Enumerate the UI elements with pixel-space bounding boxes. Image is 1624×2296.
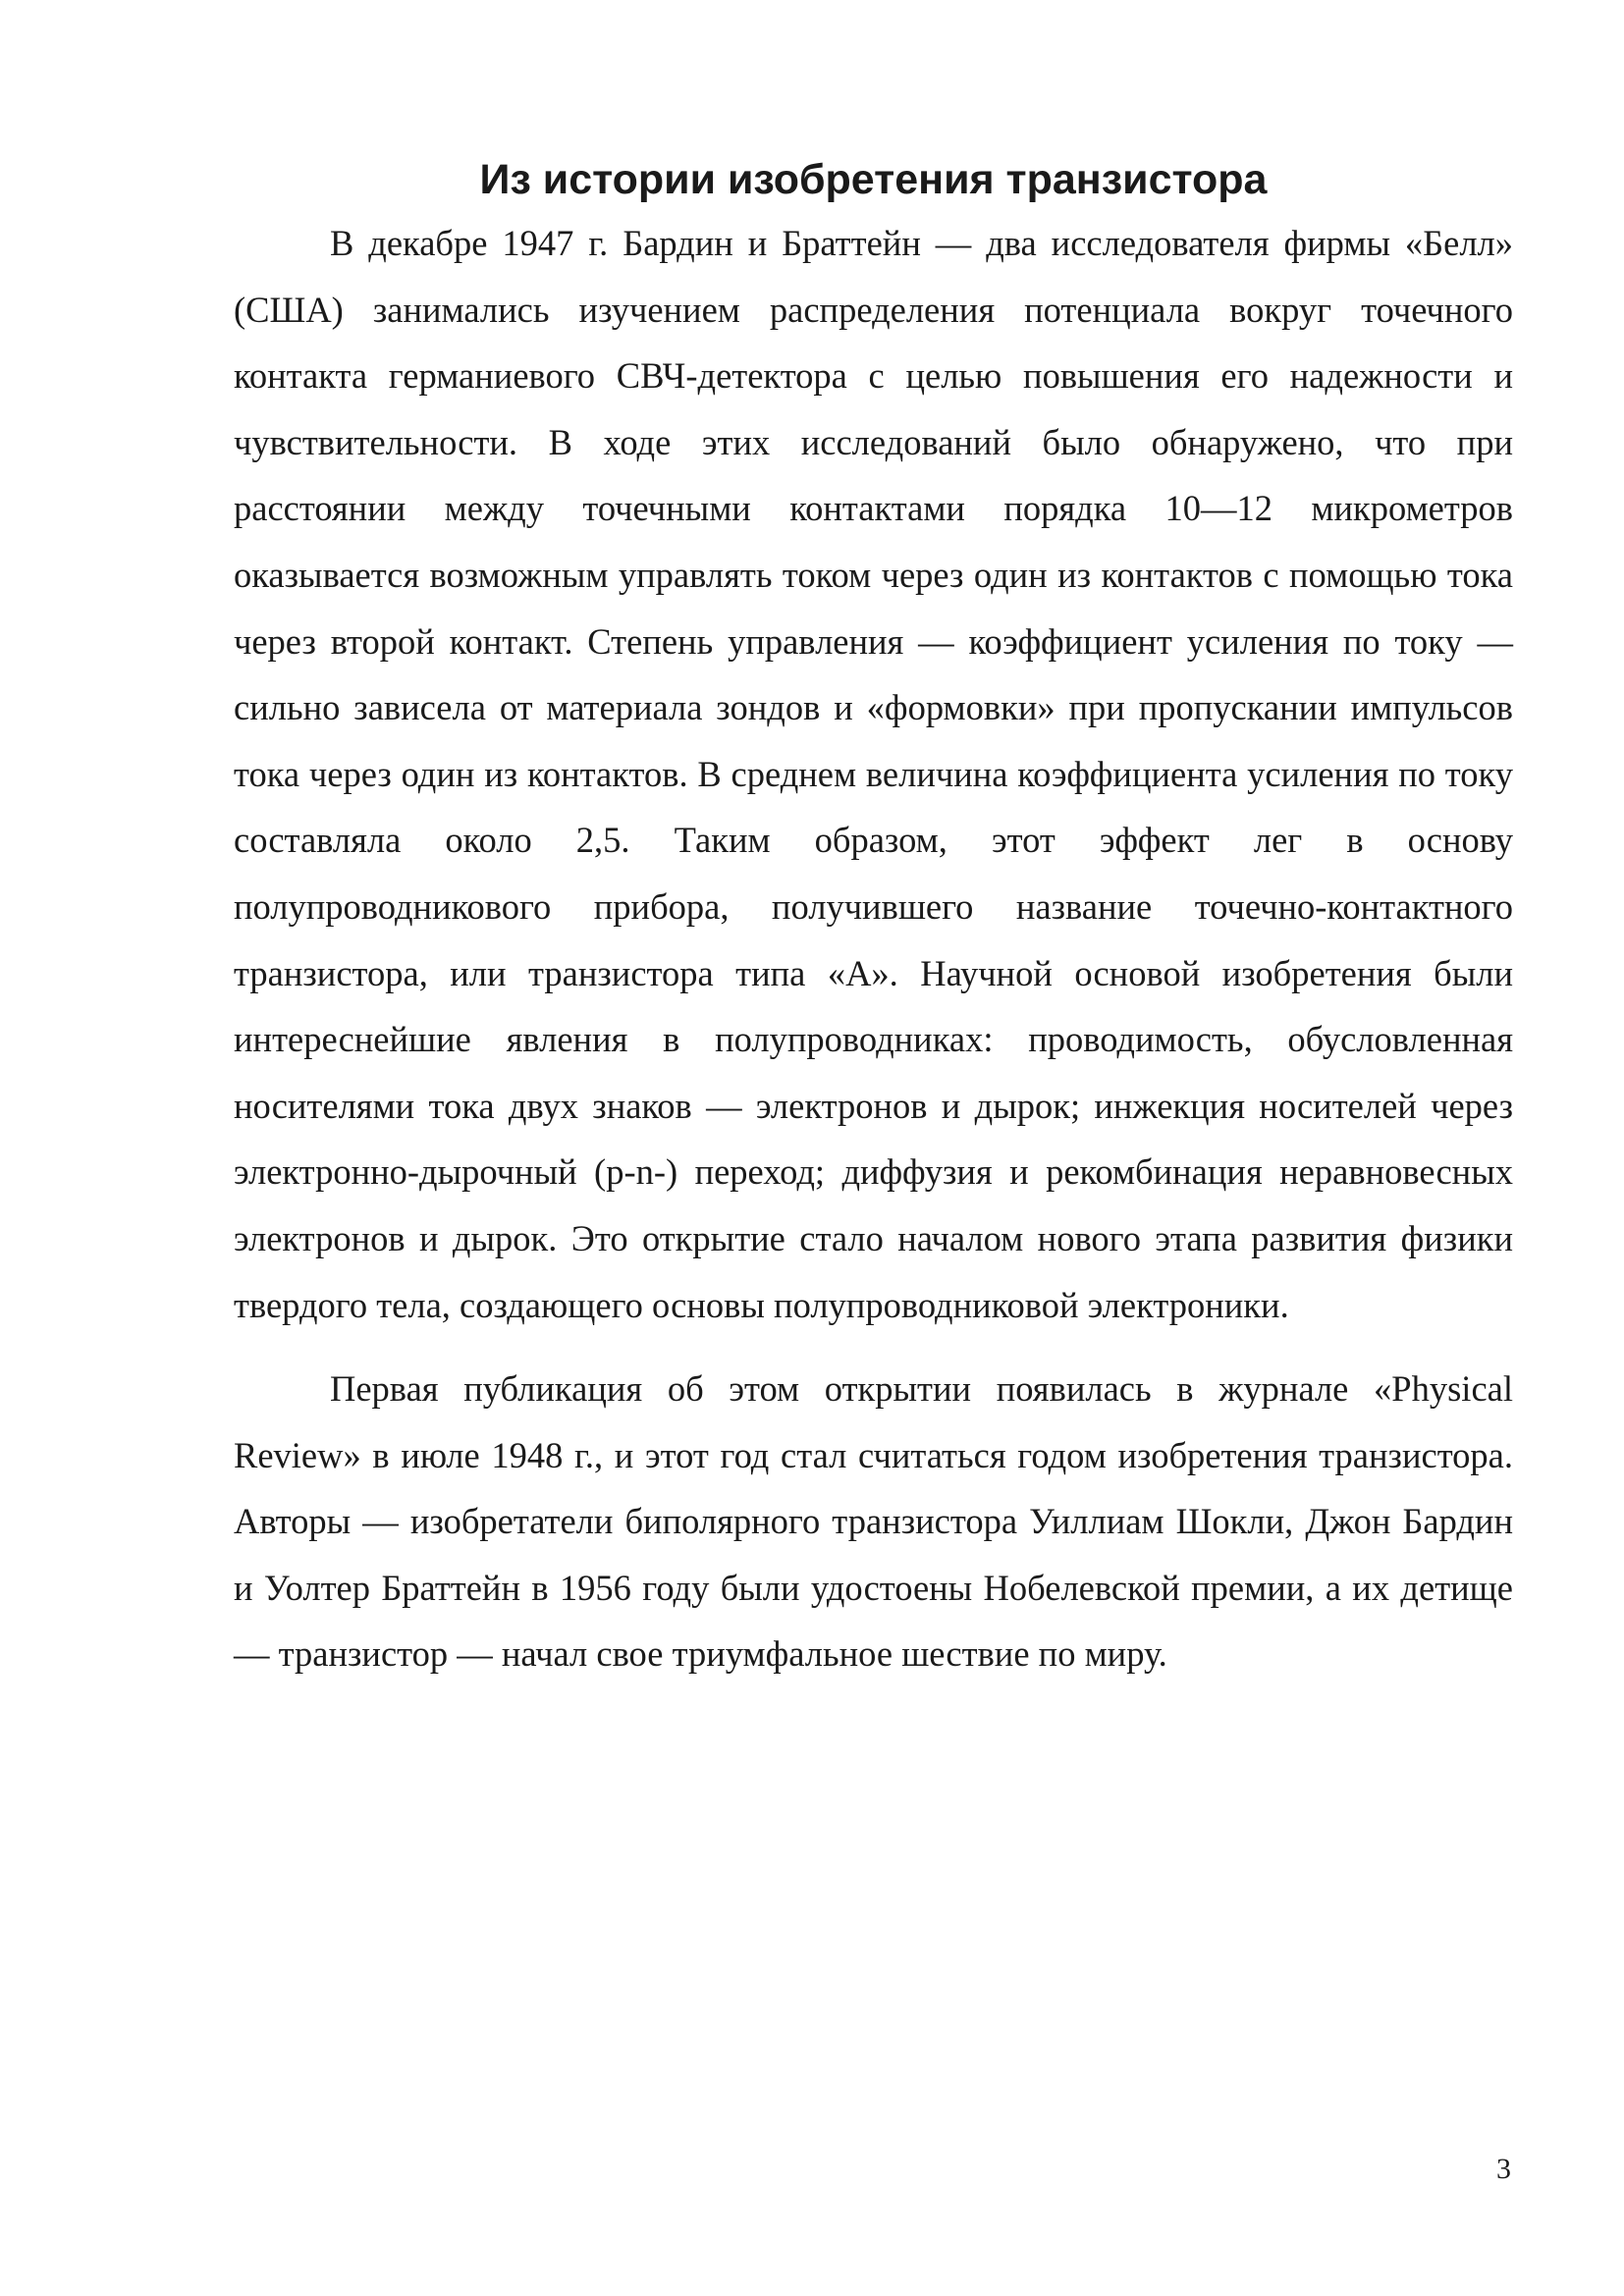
page-number: 3 xyxy=(1496,2153,1511,2185)
paragraph-publication: Первая публикация об этом открытии появилась в журнале «Physical Review» в июле 1948 г., и этот год стал считаться годом изобретения транзистора. Авторы — изобретатели биполярного транзистора Уиллиам Шокли, Джон Бардин и Уолтер Браттейн в 1956 году были удостоены Нобелевской премии, а их детище — транзистор — начал свое триумфальное шествие по миру. xyxy=(234,1368,1513,1675)
paragraph-history: В декабре 1947 г. Бардин и Браттейн — два исследователя фирмы «Белл» (США) занимались изучением распределения потенциала вокруг точечного контакта германиевого СВЧ-детектора с целью повышения его надежности и чувствительности. В ходе этих исследований было обнаружено, что при расстоянии между точечными контактами порядка 10—12 микрометров оказывается возможным управлять током через один из контактов с помощью тока через второй контакт. Степень управления — коэффициент усиления по току — сильно зависела от материала зондов и «формовки» при пропускании импульсов тока через один из контактов. В среднем величина коэффициента усиления по току составляла около 2,5. Таким образом, этот эффект лег в основу полупроводникового прибора, получившего название точечно-контактного транзистора, или транзистора типа «А». Научной основой изобретения были интереснейшие явления в полупроводниках: проводимость, обусловленная носителями тока двух знаков — электронов и дырок; инжекция носителей через электронно-дырочный (p-n-) переход; диффузия и рекомбинация неравновесных электронов и дырок. Это открытие стало началом нового этапа развития физики твердого тела, создающего основы полупроводниковой электроники. xyxy=(234,223,1513,1325)
page-content xyxy=(234,149,1513,1687)
page-title: Из истории изобретения транзистора xyxy=(479,156,1268,203)
